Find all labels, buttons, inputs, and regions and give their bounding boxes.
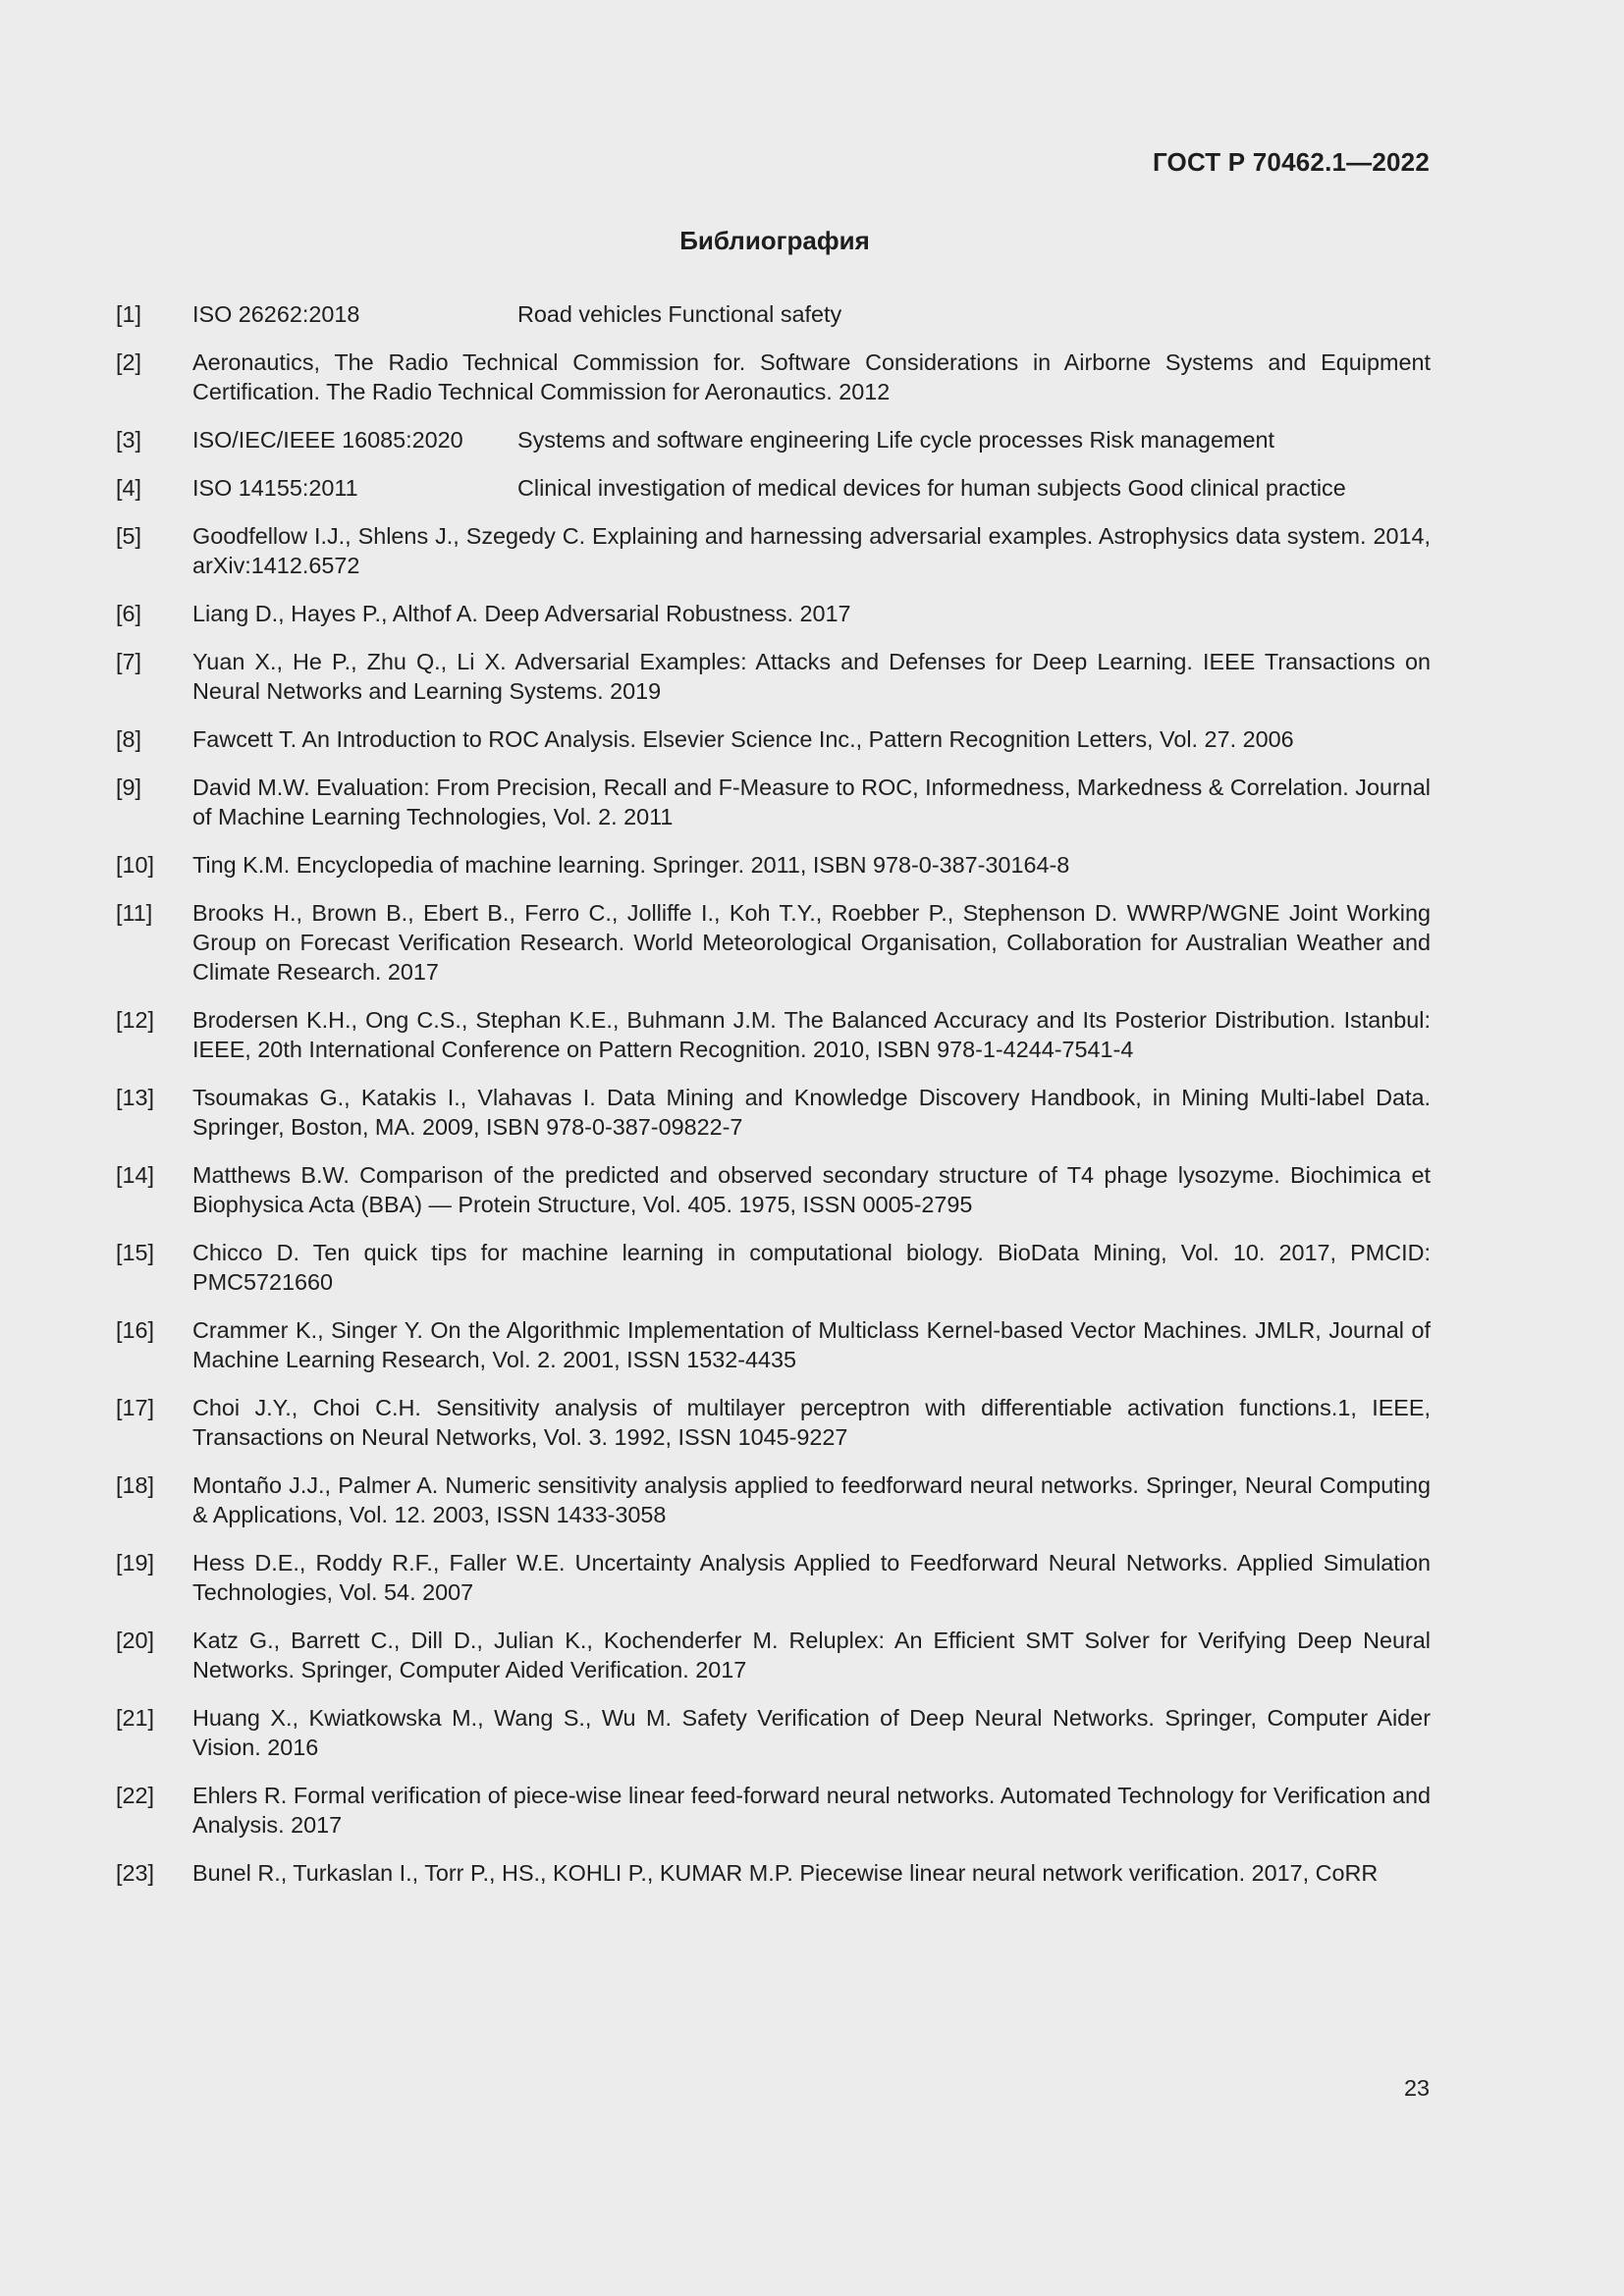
entry-text: Aeronautics, The Radio Technical Commission for. Software Considerations in Airborne Systems and Equipment Certification. The Radio Technical Commission for Aeronautics. 2012 [192,349,1431,404]
entry-number: [14] [116,1162,155,1188]
entry-number: [21] [116,1705,155,1731]
entry-number: [9] [116,774,142,800]
entry-number: [6] [116,601,142,626]
entry-text: Huang X., Kwiatkowska M., Wang S., Wu M. Safety Verification of Deep Neural Networks. Springer, Computer Aider Vision. 2016 [192,1705,1431,1760]
bibliography-entry [116,773,1431,831]
bibliography-entry [116,1858,1431,1888]
bibliography-entry [116,347,1431,406]
entry-number: [1] [116,301,142,327]
entry-number: [4] [116,475,142,501]
standard-code: ГОСТ Р 70462.1—2022 [1152,147,1430,177]
entry-number: [5] [116,523,142,549]
entry-text [192,473,1431,503]
entry-standard-code: ISO 14155:2011 [192,475,358,501]
bibliography-entry [116,299,1431,329]
section-title: Библиография [679,226,870,255]
bibliography-entry [116,473,1431,503]
entry-number: [22] [116,1783,155,1808]
entry-number: [2] [116,349,142,375]
entry-text: Chicco D. Ten quick tips for machine learning in computational biology. BioData Mining, Vol. 10. 2017, PMCID: PMC5721660 [192,1240,1431,1295]
entry-text: Brooks H., Brown B., Ebert B., Ferro C., Jolliffe I., Koh T.Y., Roebber P., Stephenson D. WWRP/WGNE Joint Working Group on Forecast Verification Research. World Meteorological Organisation, Collaboration for Australian Weather and Climate Research. 2017 [192,900,1431,985]
entry-text: Fawcett T. An Introduction to ROC Analysis. Elsevier Science Inc., Pattern Recognition Letters, Vol. 27. 2006 [192,726,1294,752]
entry-text: Goodfellow I.J., Shlens J., Szegedy C. Explaining and harnessing adversarial examples. Astrophysics data system. 2014, arXiv:1412.6572 [192,523,1431,578]
entry-number: [13] [116,1085,155,1110]
entry-text [192,425,1431,454]
entry-standard-title: Systems and software engineering Life cycle processes Risk management [517,427,1274,453]
entry-number: [8] [116,726,142,752]
bibliography-entry [116,1083,1431,1142]
bibliography-list [116,299,1431,1906]
entry-standard-title: Clinical investigation of medical devices for human subjects Good clinical practice [517,475,1346,501]
bibliography-entry [116,1470,1431,1529]
entry-text: Brodersen K.H., Ong C.S., Stephan K.E., Buhmann J.M. The Balanced Accuracy and Its Posterior Distribution. Istanbul: IEEE, 20th International Conference on Pattern Recognition. 2010, ISBN 978-1-4244-7541-4 [192,1007,1431,1062]
entry-number: [23] [116,1860,155,1886]
bibliography-entry [116,1160,1431,1219]
entry-text: Hess D.E., Roddy R.F., Faller W.E. Uncertainty Analysis Applied to Feedforward Neural Networks. Applied Simulation Technologies, Vol. 54. 2007 [192,1550,1431,1605]
entry-number: [17] [116,1395,155,1420]
entry-number: [10] [116,852,155,878]
entry-number: [15] [116,1240,155,1265]
bibliography-entry [116,1005,1431,1064]
bibliography-entry [116,521,1431,580]
bibliography-entry [116,1238,1431,1297]
entry-text: Ting K.M. Encyclopedia of machine learning. Springer. 2011, ISBN 978-0-387-30164-8 [192,852,1070,878]
entry-text: Montaño J.J., Palmer A. Numeric sensitivity analysis applied to feedforward neural networks. Springer, Neural Computing & Applications, Vol. 12. 2003, ISSN 1433-3058 [192,1472,1431,1527]
entry-text: Choi J.Y., Choi C.H. Sensitivity analysis of multilayer perceptron with differentiable activation functions.1, IEEE, Transactions on Neural Networks, Vol. 3. 1992, ISSN 1045-9227 [192,1395,1431,1450]
entry-number: [18] [116,1472,155,1498]
bibliography-entry [116,1703,1431,1762]
bibliography-entry [116,647,1431,706]
entry-number: [12] [116,1007,155,1033]
bibliography-entry [116,1393,1431,1452]
entry-number: [19] [116,1550,155,1575]
bibliography-entry [116,1781,1431,1840]
bibliography-entry [116,898,1431,987]
entry-text [192,299,1431,329]
entry-number: [7] [116,649,142,674]
bibliography-entry [116,1626,1431,1684]
entry-standard-code: ISO/IEC/IEEE 16085:2020 [192,427,463,453]
entry-number: [16] [116,1317,155,1343]
entry-number: [11] [116,900,153,926]
entry-text: Liang D., Hayes P., Althof A. Deep Adversarial Robustness. 2017 [192,601,851,626]
entry-text: David M.W. Evaluation: From Precision, Recall and F-Measure to ROC, Informedness, Markedness & Correlation. Journal of Machine Learning Technologies, Vol. 2. 2011 [192,774,1431,829]
entry-text: Matthews B.W. Comparison of the predicted and observed secondary structure of T4 phage lysozyme. Biochimica et Biophysica Acta (BBA) — Protein Structure, Vol. 405. 1975, ISSN 0005-2795 [192,1162,1431,1217]
entry-text: Bunel R., Turkaslan I., Torr P., HS., KOHLI P., KUMAR M.P. Piecewise linear neural network verification. 2017, CoRR [192,1860,1379,1886]
entry-text: Yuan X., He P., Zhu Q., Li X. Adversarial Examples: Attacks and Defenses for Deep Learning. IEEE Transactions on Neural Networks and Learning Systems. 2019 [192,649,1431,704]
bibliography-entry [116,599,1431,628]
entry-text: Katz G., Barrett C., Dill D., Julian K., Kochenderfer M. Reluplex: An Efficient SMT Solver for Verifying Deep Neural Networks. Springer, Computer Aided Verification. 2017 [192,1628,1431,1682]
entry-standard-title: Road vehicles Functional safety [517,301,842,327]
bibliography-entry [116,1315,1431,1374]
entry-number: [3] [116,427,142,453]
bibliography-entry [116,425,1431,454]
entry-standard-code: ISO 26262:2018 [192,301,360,327]
bibliography-entry [116,1548,1431,1607]
bibliography-entry [116,724,1431,754]
entry-text: Ehlers R. Formal verification of piece-wise linear feed-forward neural networks. Automated Technology for Verification and Analysis. 2017 [192,1783,1431,1838]
entry-text: Tsoumakas G., Katakis I., Vlahavas I. Data Mining and Knowledge Discovery Handbook, in Mining Multi-label Data. Springer, Boston, MA. 2009, ISBN 978-0-387-09822-7 [192,1085,1431,1140]
page-number: 23 [1403,2075,1430,2101]
bibliography-entry [116,850,1431,880]
entry-text: Crammer K., Singer Y. On the Algorithmic Implementation of Multiclass Kernel-based Vector Machines. JMLR, Journal of Machine Learning Research, Vol. 2. 2001, ISSN 1532-4435 [192,1317,1431,1372]
entry-number: [20] [116,1628,155,1653]
